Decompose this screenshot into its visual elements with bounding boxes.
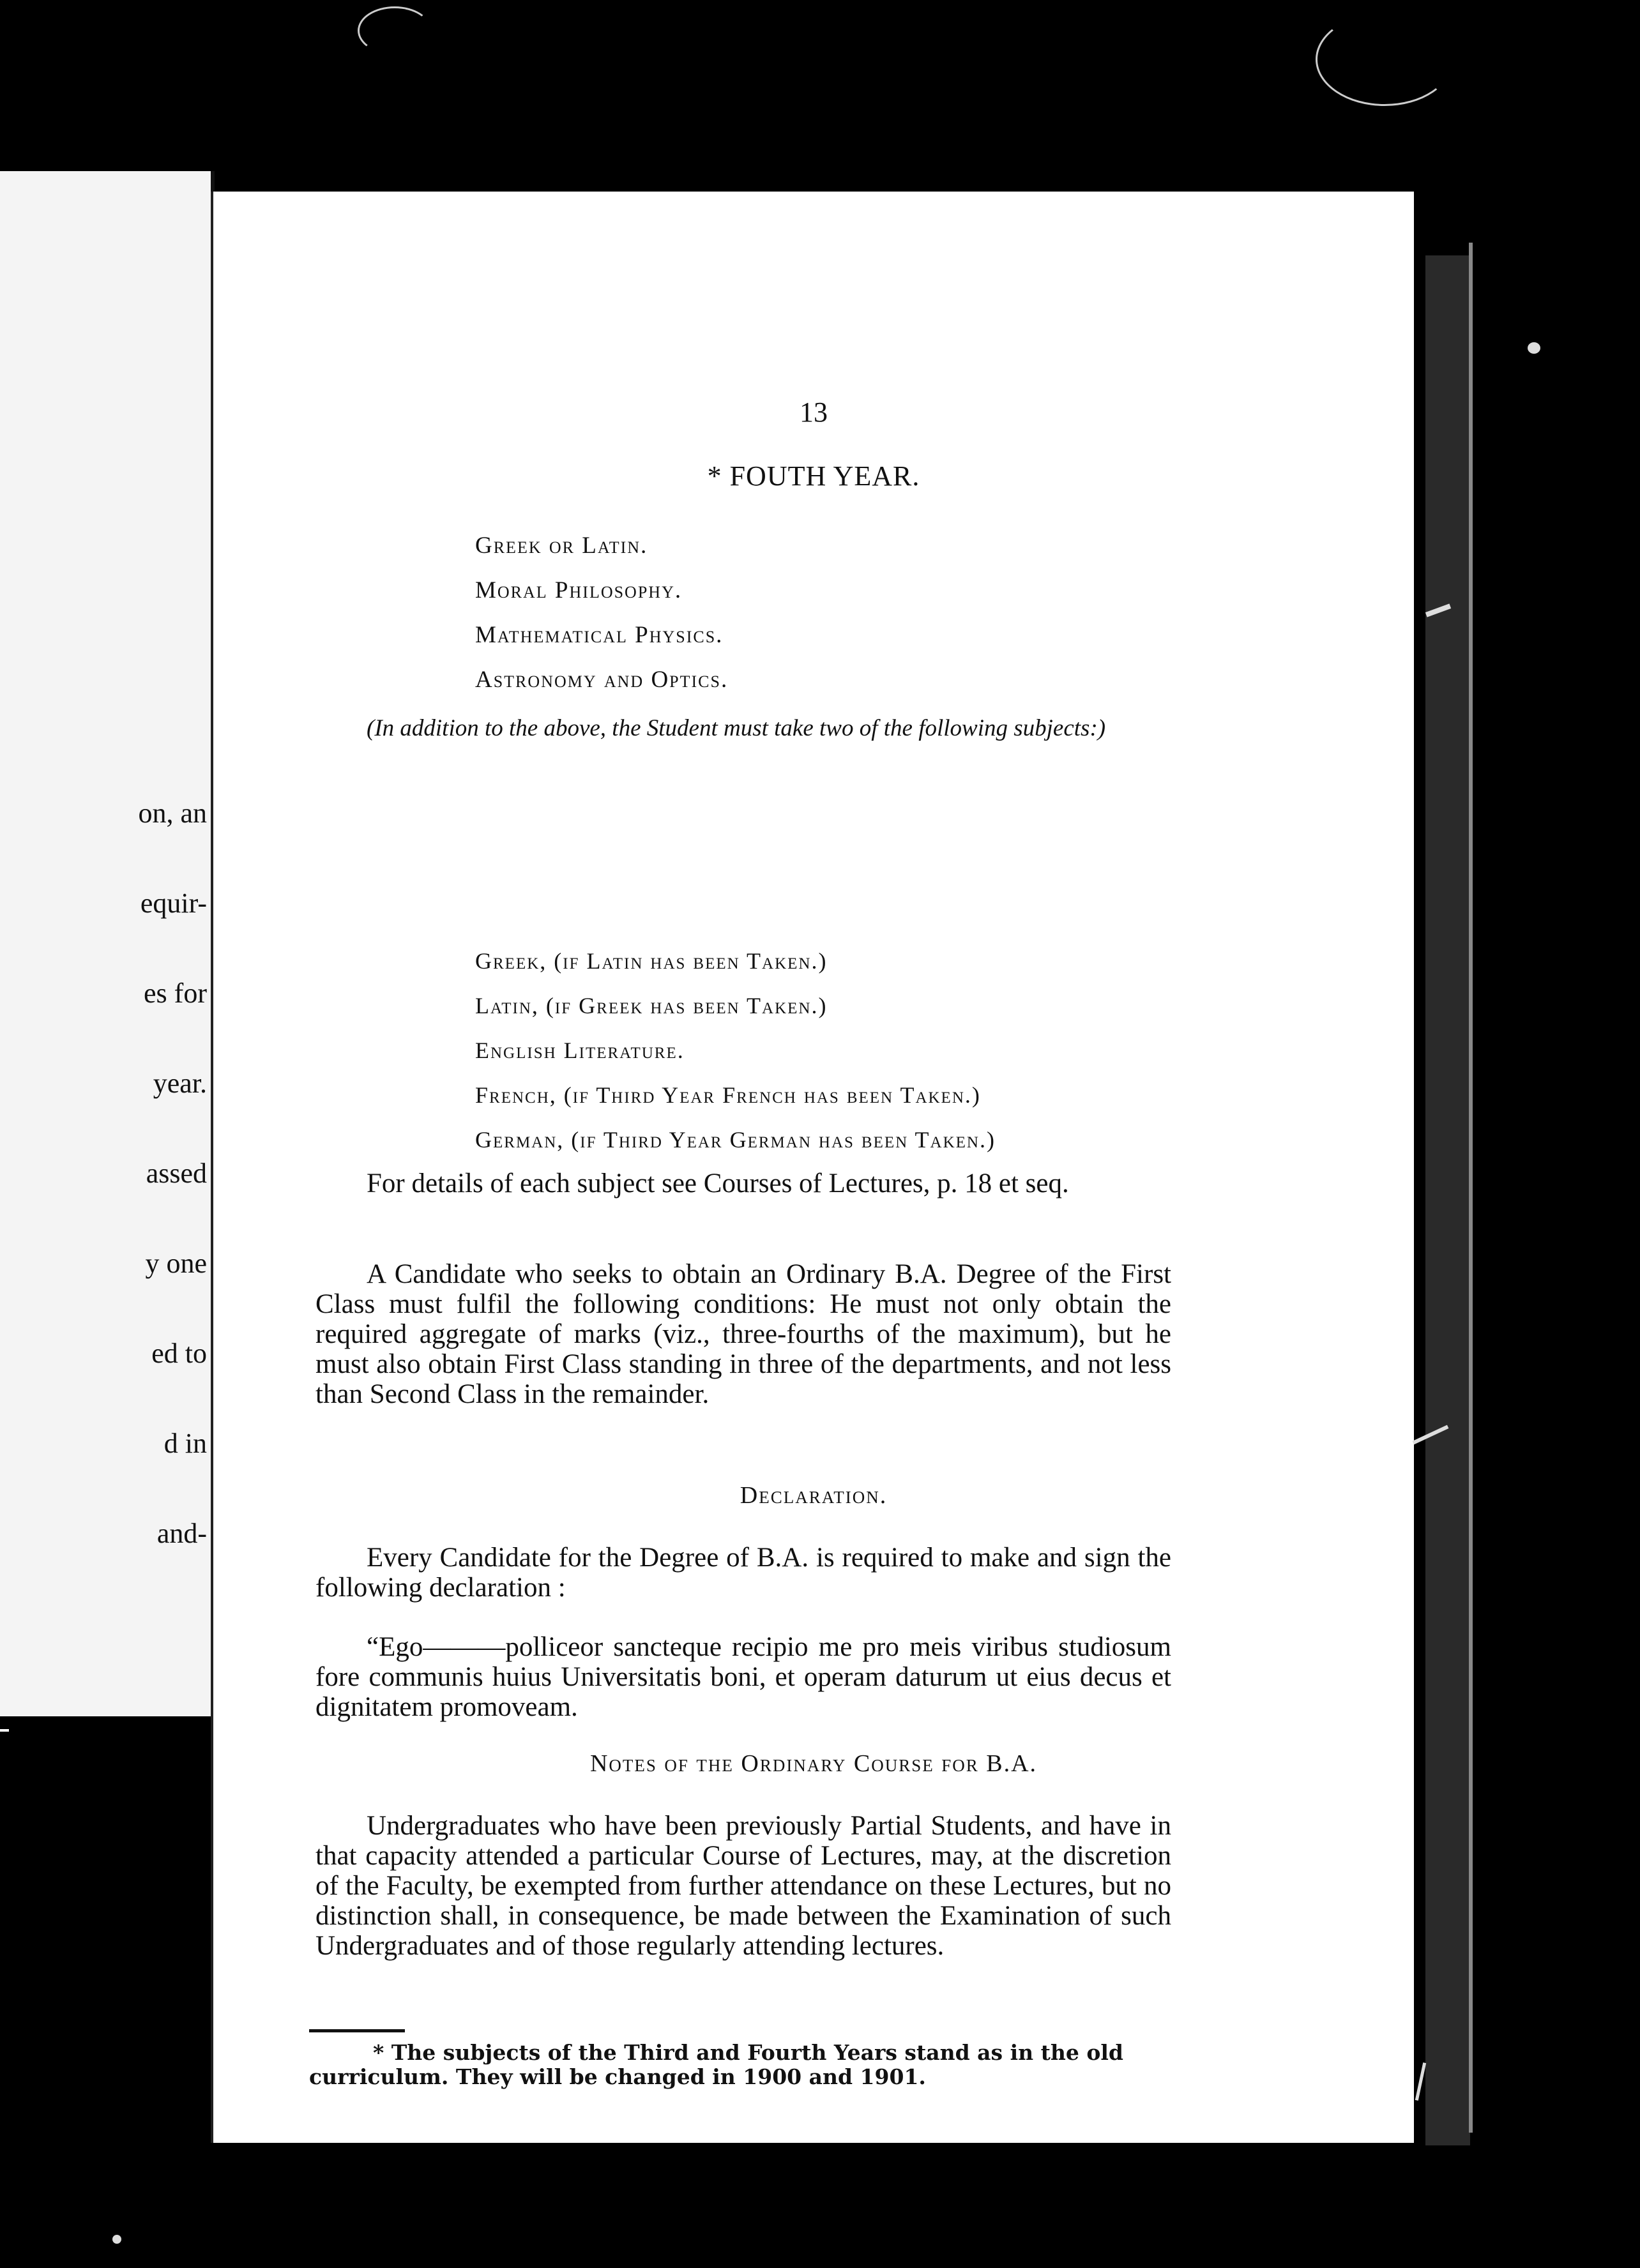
oath-paragraph: “Ego———polliceor sancteque recipio me pro meis viribus studiosum fore communis huius Universitatis boni, et operam daturum ut eius decus et dignitatem promoveam.: [315, 1632, 1171, 1722]
details-paragraph: For details of each subject see Courses of Lectures, p. 18 et seq.: [367, 1168, 1069, 1198]
fragment-line: equir-: [140, 888, 207, 919]
list-item: Greek or Latin.: [475, 533, 648, 559]
scan-artifact: [1528, 342, 1540, 354]
fragment-line: es for: [144, 978, 207, 1009]
fragment-line: ed to: [151, 1338, 207, 1369]
notes-paragraph: Undergraduates who have been previously Partial Students, and have in that capacity attended a particular Course of Lectures, may, at the discretion of the Faculty, be exempted from further attendance on these Lectures, but no distinction shall, in consequence, be made between the Examination of such Undergraduates and of those regularly attending lectures.: [315, 1811, 1171, 1961]
fragment-line: and-: [156, 1518, 207, 1549]
declaration-heading: Declaration.: [740, 1482, 888, 1509]
scan-artifact: [112, 2235, 121, 2244]
fragment-line: on, an: [138, 798, 207, 829]
optional-subjects-list: [475, 939, 996, 1162]
list-item: Mathematical Physics.: [475, 622, 724, 648]
left-page-text-fragments: [138, 738, 207, 1608]
book-cover-edge: [1425, 255, 1470, 2145]
document-page: [211, 192, 1414, 2143]
list-item: Latin, (if Greek has been Taken.): [475, 993, 828, 1018]
required-subjects-list: [475, 524, 728, 702]
fragment-line: assed: [146, 1158, 207, 1189]
declaration-paragraph: Every Candidate for the Degree of B.A. is required to make and sign the following declaration :: [315, 1543, 1171, 1603]
list-item: English Literature.: [475, 1038, 685, 1063]
scan-artifact: [1415, 2062, 1426, 2101]
list-item: Greek, (if Latin has been Taken.): [475, 948, 828, 974]
first-class-paragraph: A Candidate who seeks to obtain an Ordinary B.A. Degree of the First Class must fulfil the following conditions: He must not only obtain the required aggregate of marks (viz., three-fourths of the maximum), but he must also obtain First Class standing in three of the departments, and not less than Second Class in the remainder.: [315, 1259, 1171, 1409]
list-item: Moral Philosophy.: [475, 577, 683, 603]
left-page-mark: [0, 1729, 9, 1732]
notes-heading: Notes of the Ordinary Course for B.A.: [589, 1750, 1038, 1777]
scan-artifact: [1316, 13, 1454, 106]
addition-note: (In addition to the above, the Student must take two of the following subjects:): [367, 715, 1106, 741]
footnote-rule: [309, 2029, 405, 2032]
list-item: German, (if Third Year German has been Taken.): [475, 1127, 996, 1153]
scan-artifact: [358, 6, 432, 55]
fragment-line: d in: [163, 1428, 207, 1459]
list-item: French, (if Third Year French has been Taken.): [475, 1082, 981, 1108]
left-page: [0, 171, 215, 1716]
page-number: 13: [800, 397, 828, 428]
fragment-line: y one: [145, 1248, 207, 1279]
footnote: * The subjects of the Third and Fourth Years stand as in the old curriculum. They will be changed in 1900 and 1901.: [309, 2040, 1123, 2089]
page-edge-line: [1469, 243, 1473, 2133]
fragment-line: year.: [153, 1068, 207, 1099]
list-item: Astronomy and Optics.: [475, 667, 729, 693]
section-heading: * FOUTH YEAR.: [707, 460, 920, 492]
